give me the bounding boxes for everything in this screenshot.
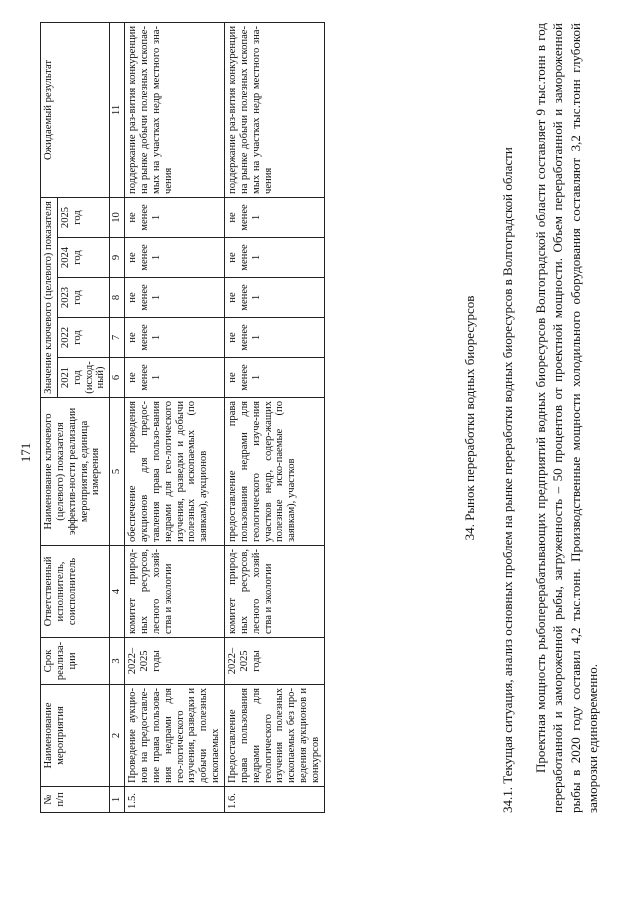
header-indicator: Наименование ключевого (целевого) показателя эффектив-ности реализации мероприятия, единица измерения (41, 398, 110, 546)
measures-table (40, 22, 325, 813)
column-number: 2 (110, 685, 125, 787)
row-indicator: предоставление права пользования недрами для геологического изуче-ния участков недр, содер-жащих полезные иско-паемые (по заявкам), участков (225, 398, 325, 546)
table-row (225, 22, 325, 812)
row-num: 1.6. (225, 787, 325, 813)
header-year: 2025 год (57, 197, 109, 237)
header-result: Ожидаемый результат (41, 22, 110, 197)
column-number: 5 (110, 398, 125, 546)
row-value-2025: не менее 1 (225, 197, 325, 237)
row-value-2023: не менее 1 (225, 278, 325, 318)
header-year: 2024 год (57, 238, 109, 278)
row-result: поддержание раз-вития конкуренции на рынке добычи полезных ископае-мых на участках недр местного зна-чения (225, 22, 325, 197)
header-year: 2022 год (57, 318, 109, 358)
row-name: Предоставление права пользования недрами для геологического изучения полезных ископаемых без про-ведения аукционов и конкурсов (225, 685, 325, 787)
row-term: 2022–2025 годы (225, 638, 325, 685)
header-row (41, 22, 58, 812)
row-value-2024: не менее 1 (225, 238, 325, 278)
table-row (125, 22, 225, 812)
header-responsible: Ответственный исполнитель, соисполнитель (41, 546, 110, 638)
header-year: 2023 год (57, 278, 109, 318)
row-num: 1.5. (125, 787, 225, 813)
header-num: № п/п (41, 787, 110, 813)
row-term: 2022–2025 годы (125, 638, 225, 685)
row-value-2022: не менее 1 (125, 318, 225, 358)
row-responsible: комитет природ-ных ресурсов, лесного хозяй-ства и экологии (225, 546, 325, 638)
body-paragraph: Проектная мощность рыбоперерабатывающих предприятий водных биоресурсов Волгоградской области составляет 9 тыс.тонн в год переработанной и замороженной рыбы, загруженность – 50 процентов от проектной мощности. Объем переработанной и замороженной рыбы в 2020 году составил 4,2 тыс.тонн. Производственные мощности холодильного оборудования составляют 3,2 тыс.тонн глубокой заморозки единовременно. (533, 23, 600, 813)
header-name: Наименование мероприятия (41, 685, 110, 787)
row-value-2022: не менее 1 (225, 318, 325, 358)
row-name: Проведение аукцио-нов на предоставле-ние права пользова-ния недрами для гео-логического изучения, разведки и добычи полезных ископаемых (125, 685, 225, 787)
page-number: 171 (18, 442, 33, 463)
row-value-2021: не менее 1 (125, 358, 225, 398)
subsection-title: 34.1. Текущая ситуация, анализ основных проблем на рынке переработки водных биоресурсов в Волгоградской области (500, 147, 515, 813)
header-values: Значение ключевого (целевого) показателя (41, 197, 58, 397)
header-year: 2021 год (исход-ный) (57, 358, 109, 398)
row-value-2024: не менее 1 (125, 238, 225, 278)
row-value-2023: не менее 1 (125, 278, 225, 318)
column-number: 7 (110, 318, 125, 358)
column-number: 6 (110, 358, 125, 398)
row-value-2021: не менее 1 (225, 358, 325, 398)
row-responsible: комитет природ-ных ресурсов, лесного хозяй-ства и экологии (125, 546, 225, 638)
column-number: 11 (110, 22, 125, 197)
column-number: 9 (110, 238, 125, 278)
row-result: поддержание раз-вития конкуренции на рынке добычи полезных ископае-мых на участках недр местного зна-чения (125, 22, 225, 197)
column-number: 3 (110, 638, 125, 685)
row-value-2025: не менее 1 (125, 197, 225, 237)
row-indicator: обеспечение проведения аукционов для предос-тавления права пользо-вания недрами для гео-логического изучения, разведки и добычи полезных ископаемых (по заявкам), аукционов (125, 398, 225, 546)
header-term: Срок реализа-ции (41, 638, 110, 685)
section-title: 34. Рынок переработки водных биоресурсов (462, 295, 477, 541)
column-number: 8 (110, 278, 125, 318)
column-number: 10 (110, 197, 125, 237)
column-number: 1 (110, 787, 125, 813)
column-numbers-row (110, 22, 125, 812)
column-number: 4 (110, 546, 125, 638)
